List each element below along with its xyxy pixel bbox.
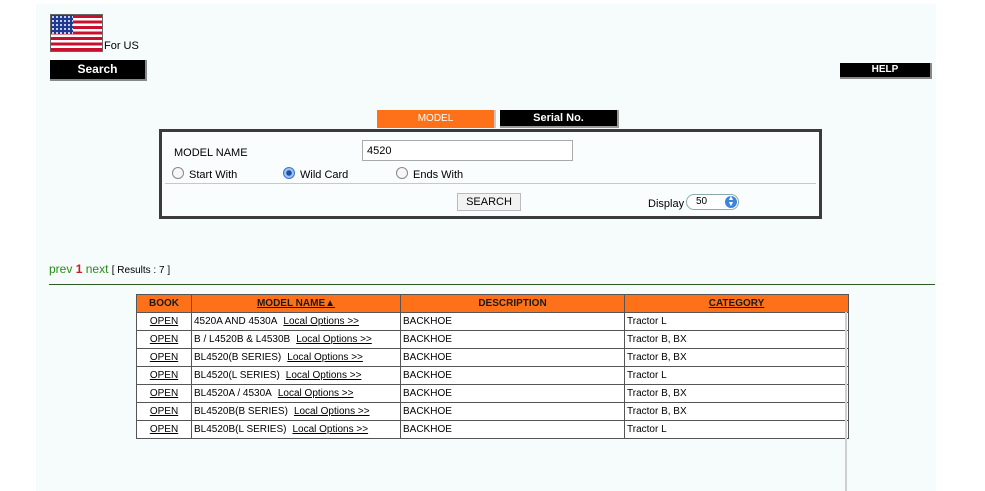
category-cell: Tractor B, BX: [625, 331, 849, 349]
model-cell: [192, 403, 401, 421]
col-model-name-sort[interactable]: MODEL NAME▲: [192, 295, 401, 313]
model-name: 4520A AND 4530A: [194, 316, 278, 327]
open-link[interactable]: OPEN: [149, 388, 179, 399]
display-count-value: 50: [696, 196, 708, 207]
description-cell: BACKHOE: [401, 385, 625, 403]
model-cell: [192, 331, 401, 349]
pager: [49, 262, 170, 276]
local-options-link[interactable]: Local Options >>: [293, 406, 370, 417]
local-options-link[interactable]: Local Options >>: [287, 352, 363, 363]
local-options-link[interactable]: Local Options >>: [296, 334, 372, 345]
open-cell: [137, 331, 192, 349]
open-link[interactable]: OPEN: [149, 370, 179, 381]
radio-wild-card[interactable]: [283, 167, 295, 179]
open-cell: [137, 349, 192, 367]
model-name: BL4520B(B SERIES): [194, 406, 288, 417]
tab-serial-no[interactable]: Serial No.: [500, 110, 619, 128]
table-row: [137, 421, 849, 439]
open-cell: [137, 385, 192, 403]
tab-model[interactable]: MODEL: [377, 110, 496, 128]
description-cell: BACKHOE: [401, 421, 625, 439]
model-name: B / L4520B & L4530B: [194, 334, 291, 345]
radio-start-with[interactable]: [172, 167, 184, 179]
model-name: BL4520(B SERIES): [194, 352, 282, 363]
open-link[interactable]: OPEN: [149, 334, 179, 345]
results-table: [136, 294, 849, 439]
select-arrows-icon: ▲ ▼: [725, 196, 737, 208]
open-link[interactable]: OPEN: [149, 316, 179, 327]
model-name: BL4520(L SERIES): [194, 370, 280, 381]
category-cell: Tractor L: [625, 421, 849, 439]
model-name-input[interactable]: [362, 140, 573, 161]
table-row: [137, 313, 849, 331]
flag-canton: [51, 15, 73, 34]
us-flag-icon[interactable]: [50, 14, 103, 52]
col-category-sort[interactable]: CATEGORY: [625, 295, 849, 313]
local-options-link[interactable]: Local Options >>: [285, 370, 362, 381]
radio-ends-with[interactable]: [396, 167, 408, 179]
model-cell: [192, 421, 401, 439]
local-options-link[interactable]: Local Options >>: [277, 388, 354, 399]
table-row: [137, 367, 849, 385]
help-button[interactable]: HELP: [840, 63, 932, 79]
category-cell: Tractor L: [625, 313, 849, 331]
prev-link[interactable]: prev: [49, 262, 73, 276]
table-row: [137, 349, 849, 367]
current-page: 1: [75, 262, 83, 276]
model-cell: [192, 349, 401, 367]
model-cell: [192, 385, 401, 403]
radio-ends-with-label: Ends With: [413, 169, 464, 181]
table-shadow: [845, 312, 847, 491]
model-cell: [192, 367, 401, 385]
display-label: Display: [648, 198, 685, 210]
display-count-select[interactable]: [686, 194, 739, 210]
radio-start-with-label: Start With: [189, 169, 238, 181]
open-link[interactable]: OPEN: [149, 406, 179, 417]
model-cell: [192, 313, 401, 331]
open-cell: [137, 421, 192, 439]
col-description: DESCRIPTION: [401, 295, 625, 313]
model-name: BL4520A / 4530A: [194, 388, 272, 399]
search-form: [159, 129, 822, 219]
open-cell: [137, 367, 192, 385]
model-name-label: MODEL NAME: [174, 147, 248, 159]
local-options-link[interactable]: Local Options >>: [292, 424, 369, 435]
form-divider: [165, 183, 816, 184]
category-cell: Tractor B, BX: [625, 385, 849, 403]
description-cell: BACKHOE: [401, 367, 625, 385]
description-cell: BACKHOE: [401, 403, 625, 421]
open-cell: [137, 403, 192, 421]
col-book: BOOK: [137, 295, 192, 313]
description-cell: BACKHOE: [401, 331, 625, 349]
open-cell: [137, 313, 192, 331]
results-count: [ Results : 7 ]: [111, 265, 171, 276]
search-submit-button[interactable]: SEARCH: [457, 193, 521, 211]
open-link[interactable]: OPEN: [149, 352, 179, 363]
local-options-link[interactable]: Local Options >>: [283, 316, 360, 327]
description-cell: BACKHOE: [401, 313, 625, 331]
table-row: [137, 403, 849, 421]
open-link[interactable]: OPEN: [149, 424, 179, 435]
section-divider: [49, 284, 935, 285]
radio-wild-card-label: Wild Card: [300, 169, 349, 181]
table-row: [137, 331, 849, 349]
table-row: [137, 385, 849, 403]
description-cell: BACKHOE: [401, 349, 625, 367]
search-nav-button[interactable]: Search: [50, 60, 147, 81]
next-link[interactable]: next: [85, 262, 109, 276]
category-cell: Tractor L: [625, 367, 849, 385]
region-label: For US: [104, 40, 139, 52]
category-cell: Tractor B, BX: [625, 403, 849, 421]
model-name: BL4520B(L SERIES): [194, 424, 287, 435]
table-header-row: [137, 295, 849, 313]
category-cell: Tractor B, BX: [625, 349, 849, 367]
